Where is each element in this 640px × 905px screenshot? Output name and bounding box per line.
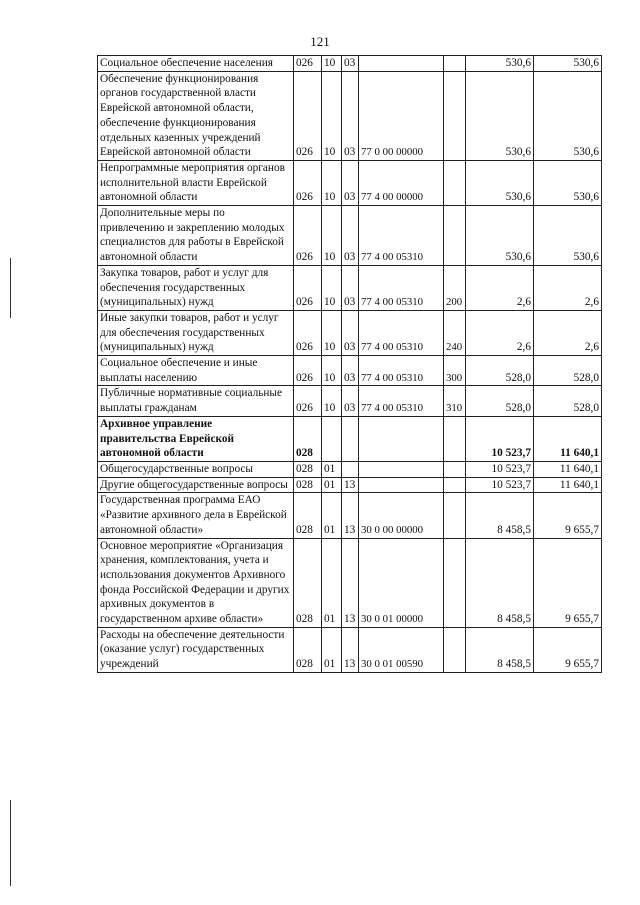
row-name: Основное мероприятие «Организация хранения, комплектования, учета и использования документов Архивного фонда Российской Федерации и других архивных документов в государственном архиве области» (98, 538, 294, 627)
row-amount-year-2: 2,6 (534, 310, 602, 355)
row-section-code: 10 (322, 265, 342, 310)
row-amount-year-1: 530,6 (466, 71, 534, 160)
row-expense-type (444, 160, 466, 205)
row-ministry-code: 026 (294, 56, 322, 72)
margin-mark-top (10, 258, 11, 318)
row-target-article: 77 4 00 05310 (359, 265, 444, 310)
row-amount-year-2: 528,0 (534, 386, 602, 416)
row-section-code: 01 (322, 627, 342, 672)
row-section-code: 01 (322, 493, 342, 538)
row-amount-year-1: 10 523,7 (466, 461, 534, 477)
row-target-article: 77 4 00 00000 (359, 160, 444, 205)
table-row (98, 356, 602, 386)
row-target-article (359, 477, 444, 493)
row-subsection-code: 03 (342, 310, 359, 355)
row-name: Архивное управление правительства Еврейской автономной области (98, 416, 294, 461)
row-ministry-code: 028 (294, 493, 322, 538)
row-amount-year-1: 10 523,7 (466, 477, 534, 493)
row-amount-year-2: 9 655,7 (534, 493, 602, 538)
margin-mark-bottom (10, 800, 11, 886)
row-amount-year-2: 528,0 (534, 356, 602, 386)
row-target-article: 77 4 00 05310 (359, 310, 444, 355)
row-amount-year-2: 11 640,1 (534, 461, 602, 477)
row-amount-year-1: 528,0 (466, 356, 534, 386)
row-section-code: 10 (322, 356, 342, 386)
row-section-code (322, 416, 342, 461)
row-amount-year-2: 9 655,7 (534, 627, 602, 672)
row-ministry-code: 028 (294, 627, 322, 672)
row-target-article: 30 0 01 00590 (359, 627, 444, 672)
page-number: 121 (310, 34, 330, 49)
row-target-article (359, 416, 444, 461)
row-ministry-code: 028 (294, 538, 322, 627)
row-expense-type: 300 (444, 356, 466, 386)
table-row (98, 71, 602, 160)
row-name: Расходы на обеспечение деятельности (оказание услуг) государственных учреждений (98, 627, 294, 672)
row-target-article: 30 0 01 00000 (359, 538, 444, 627)
table-row (98, 206, 602, 266)
table-row (98, 477, 602, 493)
row-target-article: 77 4 00 05310 (359, 386, 444, 416)
row-target-article: 77 4 00 05310 (359, 356, 444, 386)
row-section-code: 01 (322, 538, 342, 627)
row-section-code: 10 (322, 71, 342, 160)
row-target-article (359, 56, 444, 72)
row-section-code: 10 (322, 310, 342, 355)
row-name: Иные закупки товаров, работ и услуг для обеспечения государственных (муниципальных) нужд (98, 310, 294, 355)
row-ministry-code: 026 (294, 356, 322, 386)
table-row (98, 160, 602, 205)
row-amount-year-1: 2,6 (466, 310, 534, 355)
row-subsection-code: 03 (342, 265, 359, 310)
row-amount-year-1: 2,6 (466, 265, 534, 310)
row-amount-year-1: 528,0 (466, 386, 534, 416)
row-ministry-code: 026 (294, 265, 322, 310)
row-subsection-code: 13 (342, 493, 359, 538)
table-row (98, 538, 602, 627)
row-amount-year-1: 8 458,5 (466, 627, 534, 672)
row-expense-type (444, 477, 466, 493)
row-name: Социальное обеспечение населения (98, 56, 294, 72)
row-ministry-code: 026 (294, 310, 322, 355)
row-section-code: 01 (322, 477, 342, 493)
row-subsection-code: 03 (342, 160, 359, 205)
row-section-code: 10 (322, 206, 342, 266)
row-name: Дополнительные меры по привлечению и закреплению молодых специалистов для работы в Еврейской автономной области (98, 206, 294, 266)
row-ministry-code: 026 (294, 160, 322, 205)
row-expense-type (444, 206, 466, 266)
row-expense-type (444, 538, 466, 627)
row-name: Другие общегосударственные вопросы (98, 477, 294, 493)
table-row (98, 461, 602, 477)
row-amount-year-2: 530,6 (534, 71, 602, 160)
row-expense-type: 240 (444, 310, 466, 355)
row-subsection-code: 03 (342, 356, 359, 386)
row-target-article: 77 4 00 05310 (359, 206, 444, 266)
row-subsection-code: 13 (342, 538, 359, 627)
row-amount-year-1: 8 458,5 (466, 493, 534, 538)
row-expense-type (444, 461, 466, 477)
row-name: Закупка товаров, работ и услуг для обеспечения государственных (муниципальных) нужд (98, 265, 294, 310)
row-expense-type: 200 (444, 265, 466, 310)
row-subsection-code: 03 (342, 206, 359, 266)
row-amount-year-1: 530,6 (466, 56, 534, 72)
row-subsection-code: 03 (342, 71, 359, 160)
budget-table (97, 55, 602, 673)
row-amount-year-1: 10 523,7 (466, 416, 534, 461)
row-amount-year-2: 11 640,1 (534, 416, 602, 461)
budget-table-body (98, 56, 602, 673)
row-expense-type (444, 627, 466, 672)
row-expense-type (444, 416, 466, 461)
row-target-article: 77 0 00 00000 (359, 71, 444, 160)
row-name: Общегосударственные вопросы (98, 461, 294, 477)
table-row (98, 627, 602, 672)
row-ministry-code: 028 (294, 416, 322, 461)
row-expense-type (444, 71, 466, 160)
row-section-code: 10 (322, 56, 342, 72)
row-name: Обеспечение функционирования органов государственной власти Еврейской автономной области, обеспечение функционирования отдельных казенных учреждений Еврейской автономной области (98, 71, 294, 160)
row-expense-type: 310 (444, 386, 466, 416)
row-name: Государственная программа ЕАО «Развитие архивного дела в Еврейской автономной области» (98, 493, 294, 538)
row-ministry-code: 028 (294, 477, 322, 493)
row-section-code: 01 (322, 461, 342, 477)
row-subsection-code: 03 (342, 56, 359, 72)
row-ministry-code: 026 (294, 71, 322, 160)
row-expense-type (444, 56, 466, 72)
table-row (98, 56, 602, 72)
row-subsection-code (342, 416, 359, 461)
row-amount-year-2: 2,6 (534, 265, 602, 310)
table-row (98, 310, 602, 355)
row-expense-type (444, 493, 466, 538)
row-ministry-code: 026 (294, 386, 322, 416)
row-target-article (359, 461, 444, 477)
row-amount-year-2: 530,6 (534, 160, 602, 205)
row-amount-year-2: 530,6 (534, 206, 602, 266)
row-subsection-code: 03 (342, 386, 359, 416)
row-subsection-code (342, 461, 359, 477)
table-row (98, 386, 602, 416)
row-section-code: 10 (322, 160, 342, 205)
row-ministry-code: 026 (294, 206, 322, 266)
table-row (98, 416, 602, 461)
row-section-code: 10 (322, 386, 342, 416)
row-amount-year-2: 9 655,7 (534, 538, 602, 627)
row-amount-year-1: 530,6 (466, 160, 534, 205)
row-name: Публичные нормативные социальные выплаты гражданам (98, 386, 294, 416)
row-target-article: 30 0 00 00000 (359, 493, 444, 538)
row-amount-year-1: 8 458,5 (466, 538, 534, 627)
row-subsection-code: 13 (342, 627, 359, 672)
row-amount-year-2: 11 640,1 (534, 477, 602, 493)
row-amount-year-2: 530,6 (534, 56, 602, 72)
row-ministry-code: 028 (294, 461, 322, 477)
row-name: Непрограммные мероприятия органов исполнительной власти Еврейской автономной области (98, 160, 294, 205)
row-amount-year-1: 530,6 (466, 206, 534, 266)
table-row (98, 493, 602, 538)
table-row (98, 265, 602, 310)
row-subsection-code: 13 (342, 477, 359, 493)
row-name: Социальное обеспечение и иные выплаты населению (98, 356, 294, 386)
